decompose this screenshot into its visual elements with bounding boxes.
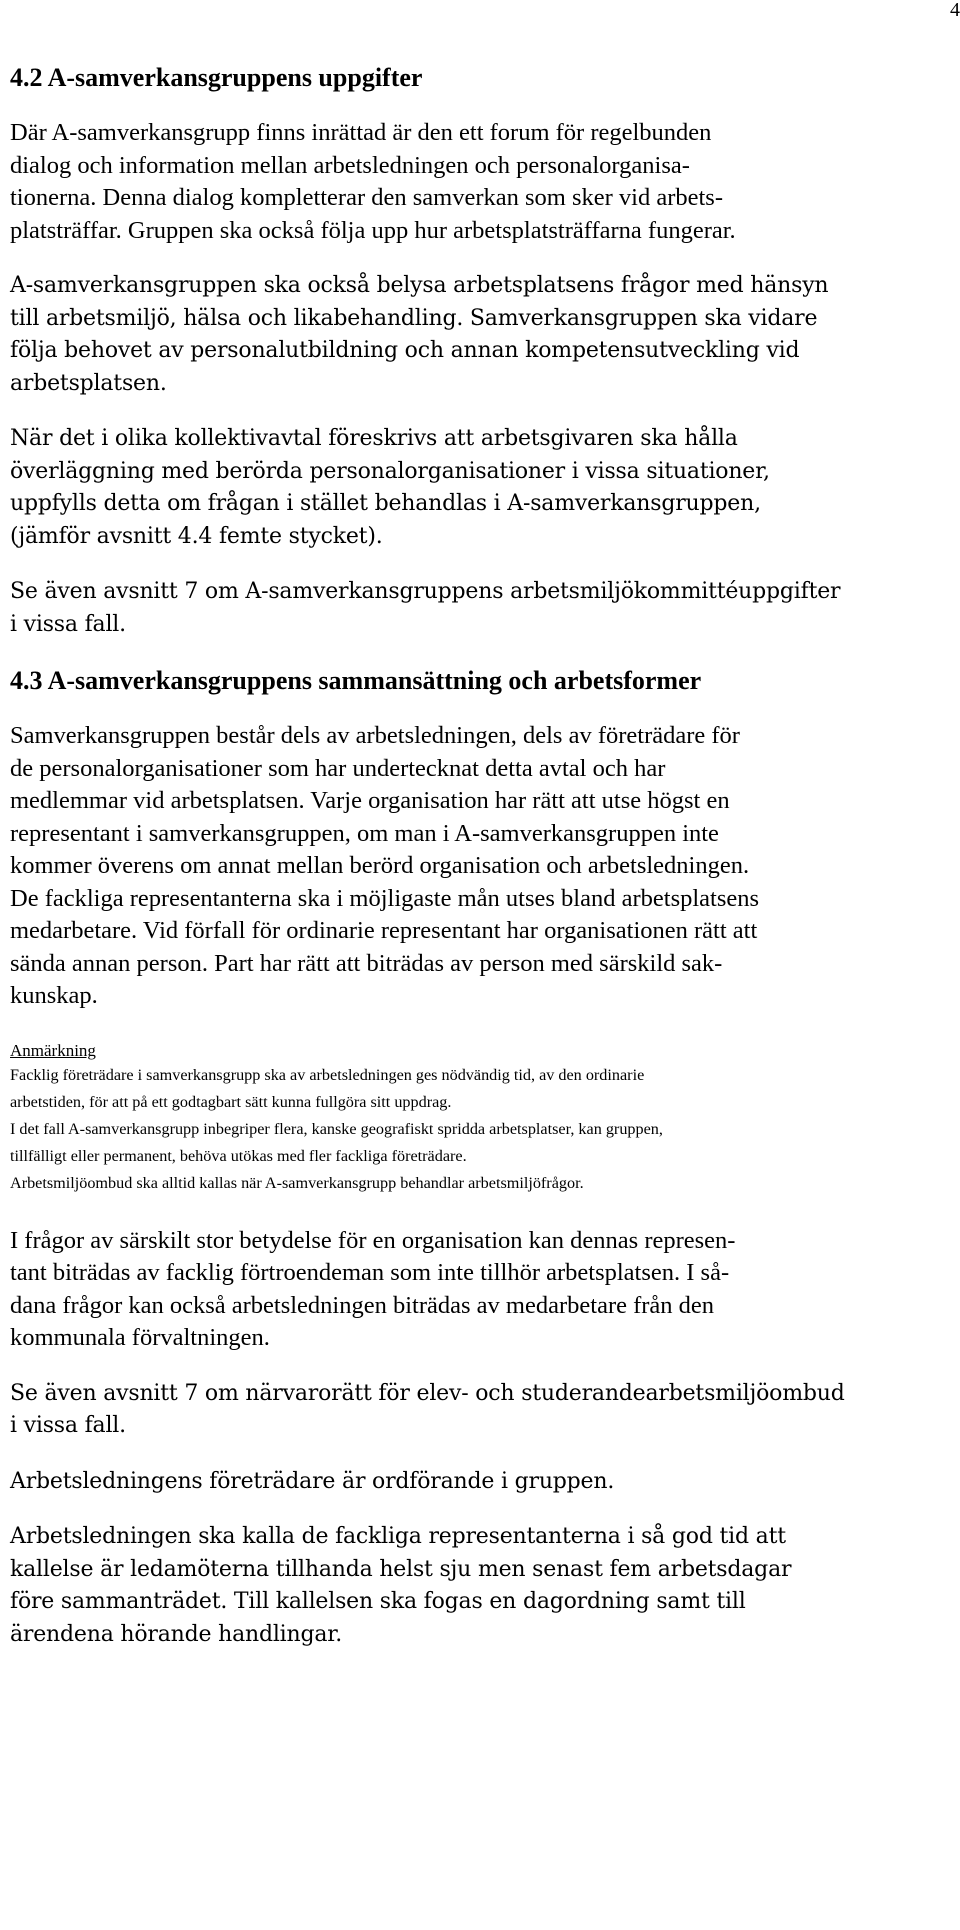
paragraph-line: de personalorganisationer som har undertecknat detta avtal och har (10, 754, 666, 782)
paragraph-line: I frågor av särskilt stor betydelse för en organisation kan dennas represen- (10, 1226, 736, 1254)
section-4-2-paragraph-3 (10, 423, 945, 553)
paragraph-line: Arbetsledningens företrädare är ordförande i gruppen. (10, 1468, 615, 1494)
note-line-text: arbetstiden, för att på ett godtagbart sätt kunna fullgöra sitt uppdrag. (10, 1092, 452, 1111)
section-4-2-heading: 4.2 A-samverkansgruppens uppgifter (10, 63, 423, 92)
paragraph-line: dana frågor kan också arbetsledningen biträdas av medarbetare från den (10, 1291, 715, 1319)
section-4-2-paragraph-1 (10, 117, 945, 247)
section-4-3-paragraph-2 (10, 1225, 945, 1355)
note-body (10, 1062, 945, 1197)
note-line-text: Arbetsmiljöombud ska alltid kallas när A-samverkansgrupp behandlar arbetsmiljöfrågor. (10, 1173, 584, 1192)
section-4-3-paragraph-1 (10, 720, 945, 1013)
paragraph-line: Där A-samverkansgrupp finns inrättad är den ett forum för regelbunden (10, 119, 712, 146)
paragraph-line: De fackliga representanterna ska i möjligaste mån utses bland arbetsplatsens (10, 884, 760, 912)
page-number: 4 (950, 0, 960, 21)
paragraph-line: (jämför avsnitt 4.4 femte stycket). (10, 523, 383, 549)
paragraph-line: arbetsplatsen. (10, 370, 167, 396)
paragraph-line: representant i samverkansgruppen, om man i A-samverkansgruppen inte (10, 819, 719, 847)
paragraph-line: A-samverkansgruppen ska också belysa arbetsplatsens frågor med hänsyn (10, 273, 829, 298)
note-line (10, 1062, 945, 1116)
section-4-2-paragraph-4 (10, 576, 945, 641)
paragraph-line: före sammanträdet. Till kallelsen ska fogas en dagordning samt till (10, 1589, 746, 1614)
paragraph-line: platsträffar. Gruppen ska också följa upp hur arbetsplatsträffarna fungerar. (10, 216, 736, 244)
page-content (10, 62, 945, 1651)
paragraph-line: Se även avsnitt 7 om närvarorätt för elev- och studerandearbetsmiljöombud (10, 1380, 845, 1406)
paragraph-line: medlemmar vid arbetsplatsen. Varje organisation har rätt att utse högst en (10, 787, 730, 814)
paragraph-line: följa behovet av personalutbildning och annan kompetensutveckling vid (10, 338, 800, 363)
section-4-3-paragraph-4 (10, 1466, 945, 1499)
paragraph-line: kommer överens om annat mellan berörd organisation och arbetsledningen. (10, 852, 750, 879)
paragraph-line: i vissa fall. (10, 611, 126, 637)
paragraph-line: kommunala förvaltningen. (10, 1324, 270, 1351)
note-box (10, 1040, 945, 1197)
paragraph-line: dialog och information mellan arbetsledningen och personalorganisa- (10, 151, 690, 179)
paragraph-line: överläggning med berörda personalorganisationer i vissa situationer, (10, 458, 770, 484)
note-line-text: tillfälligt eller permanent, behöva utökas med fler fackliga företrädare. (10, 1146, 467, 1165)
note-title: Anmärkning (10, 1040, 96, 1060)
section-4-3-paragraph-3 (10, 1378, 945, 1443)
paragraph-line: tant biträdas av facklig förtroendeman som inte tillhör arbetsplatsen. I så- (10, 1259, 730, 1286)
paragraph-line: medarbetare. Vid förfall för ordinarie representant har organisationen rätt att (10, 917, 758, 944)
paragraph-line: Samverkansgruppen består dels av arbetsledningen, dels av företrädare för (10, 722, 740, 749)
note-line-text: I det fall A-samverkansgrupp inbegriper flera, kanske geografiskt spridda arbetsplatser, kan gruppen, (10, 1119, 663, 1138)
section-4-3-heading: 4.3 A-samverkansgruppens sammansättning och arbetsformer (10, 666, 702, 695)
paragraph-line: kunskap. (10, 982, 98, 1009)
paragraph-line: till arbetsmiljö, hälsa och likabehandling. Samverkansgruppen ska vidare (10, 305, 818, 331)
paragraph-line: i vissa fall. (10, 1413, 126, 1438)
note-line (10, 1116, 945, 1170)
paragraph-line: Se även avsnitt 7 om A-samverkansgruppens arbetsmiljökommittéuppgifter (10, 579, 841, 604)
paragraph-line: kallelse är ledamöterna tillhanda helst sju men senast fem arbetsdagar (10, 1556, 792, 1582)
paragraph-line: tionerna. Denna dialog kompletterar den samverkan som sker vid arbets- (10, 184, 723, 211)
paragraph-line: sända annan person. Part har rätt att biträdas av person med särskild sak- (10, 949, 723, 977)
paragraph-line: ärendena hörande handlingar. (10, 1621, 342, 1647)
paragraph-line: uppfylls detta om frågan i stället behandlas i A-samverkansgruppen, (10, 491, 761, 516)
paragraph-line: När det i olika kollektivavtal föreskrivs att arbetsgivaren ska hålla (10, 426, 738, 451)
paragraph-line: Arbetsledningen ska kalla de fackliga representanterna i så god tid att (10, 1524, 786, 1549)
note-line-text: Facklig företrädare i samverkansgrupp ska av arbetsledningen ges nödvändig tid, av den ordinarie (10, 1065, 645, 1084)
section-4-2-paragraph-2 (10, 270, 945, 400)
section-4-3-paragraph-5 (10, 1521, 945, 1651)
note-line (10, 1170, 945, 1197)
